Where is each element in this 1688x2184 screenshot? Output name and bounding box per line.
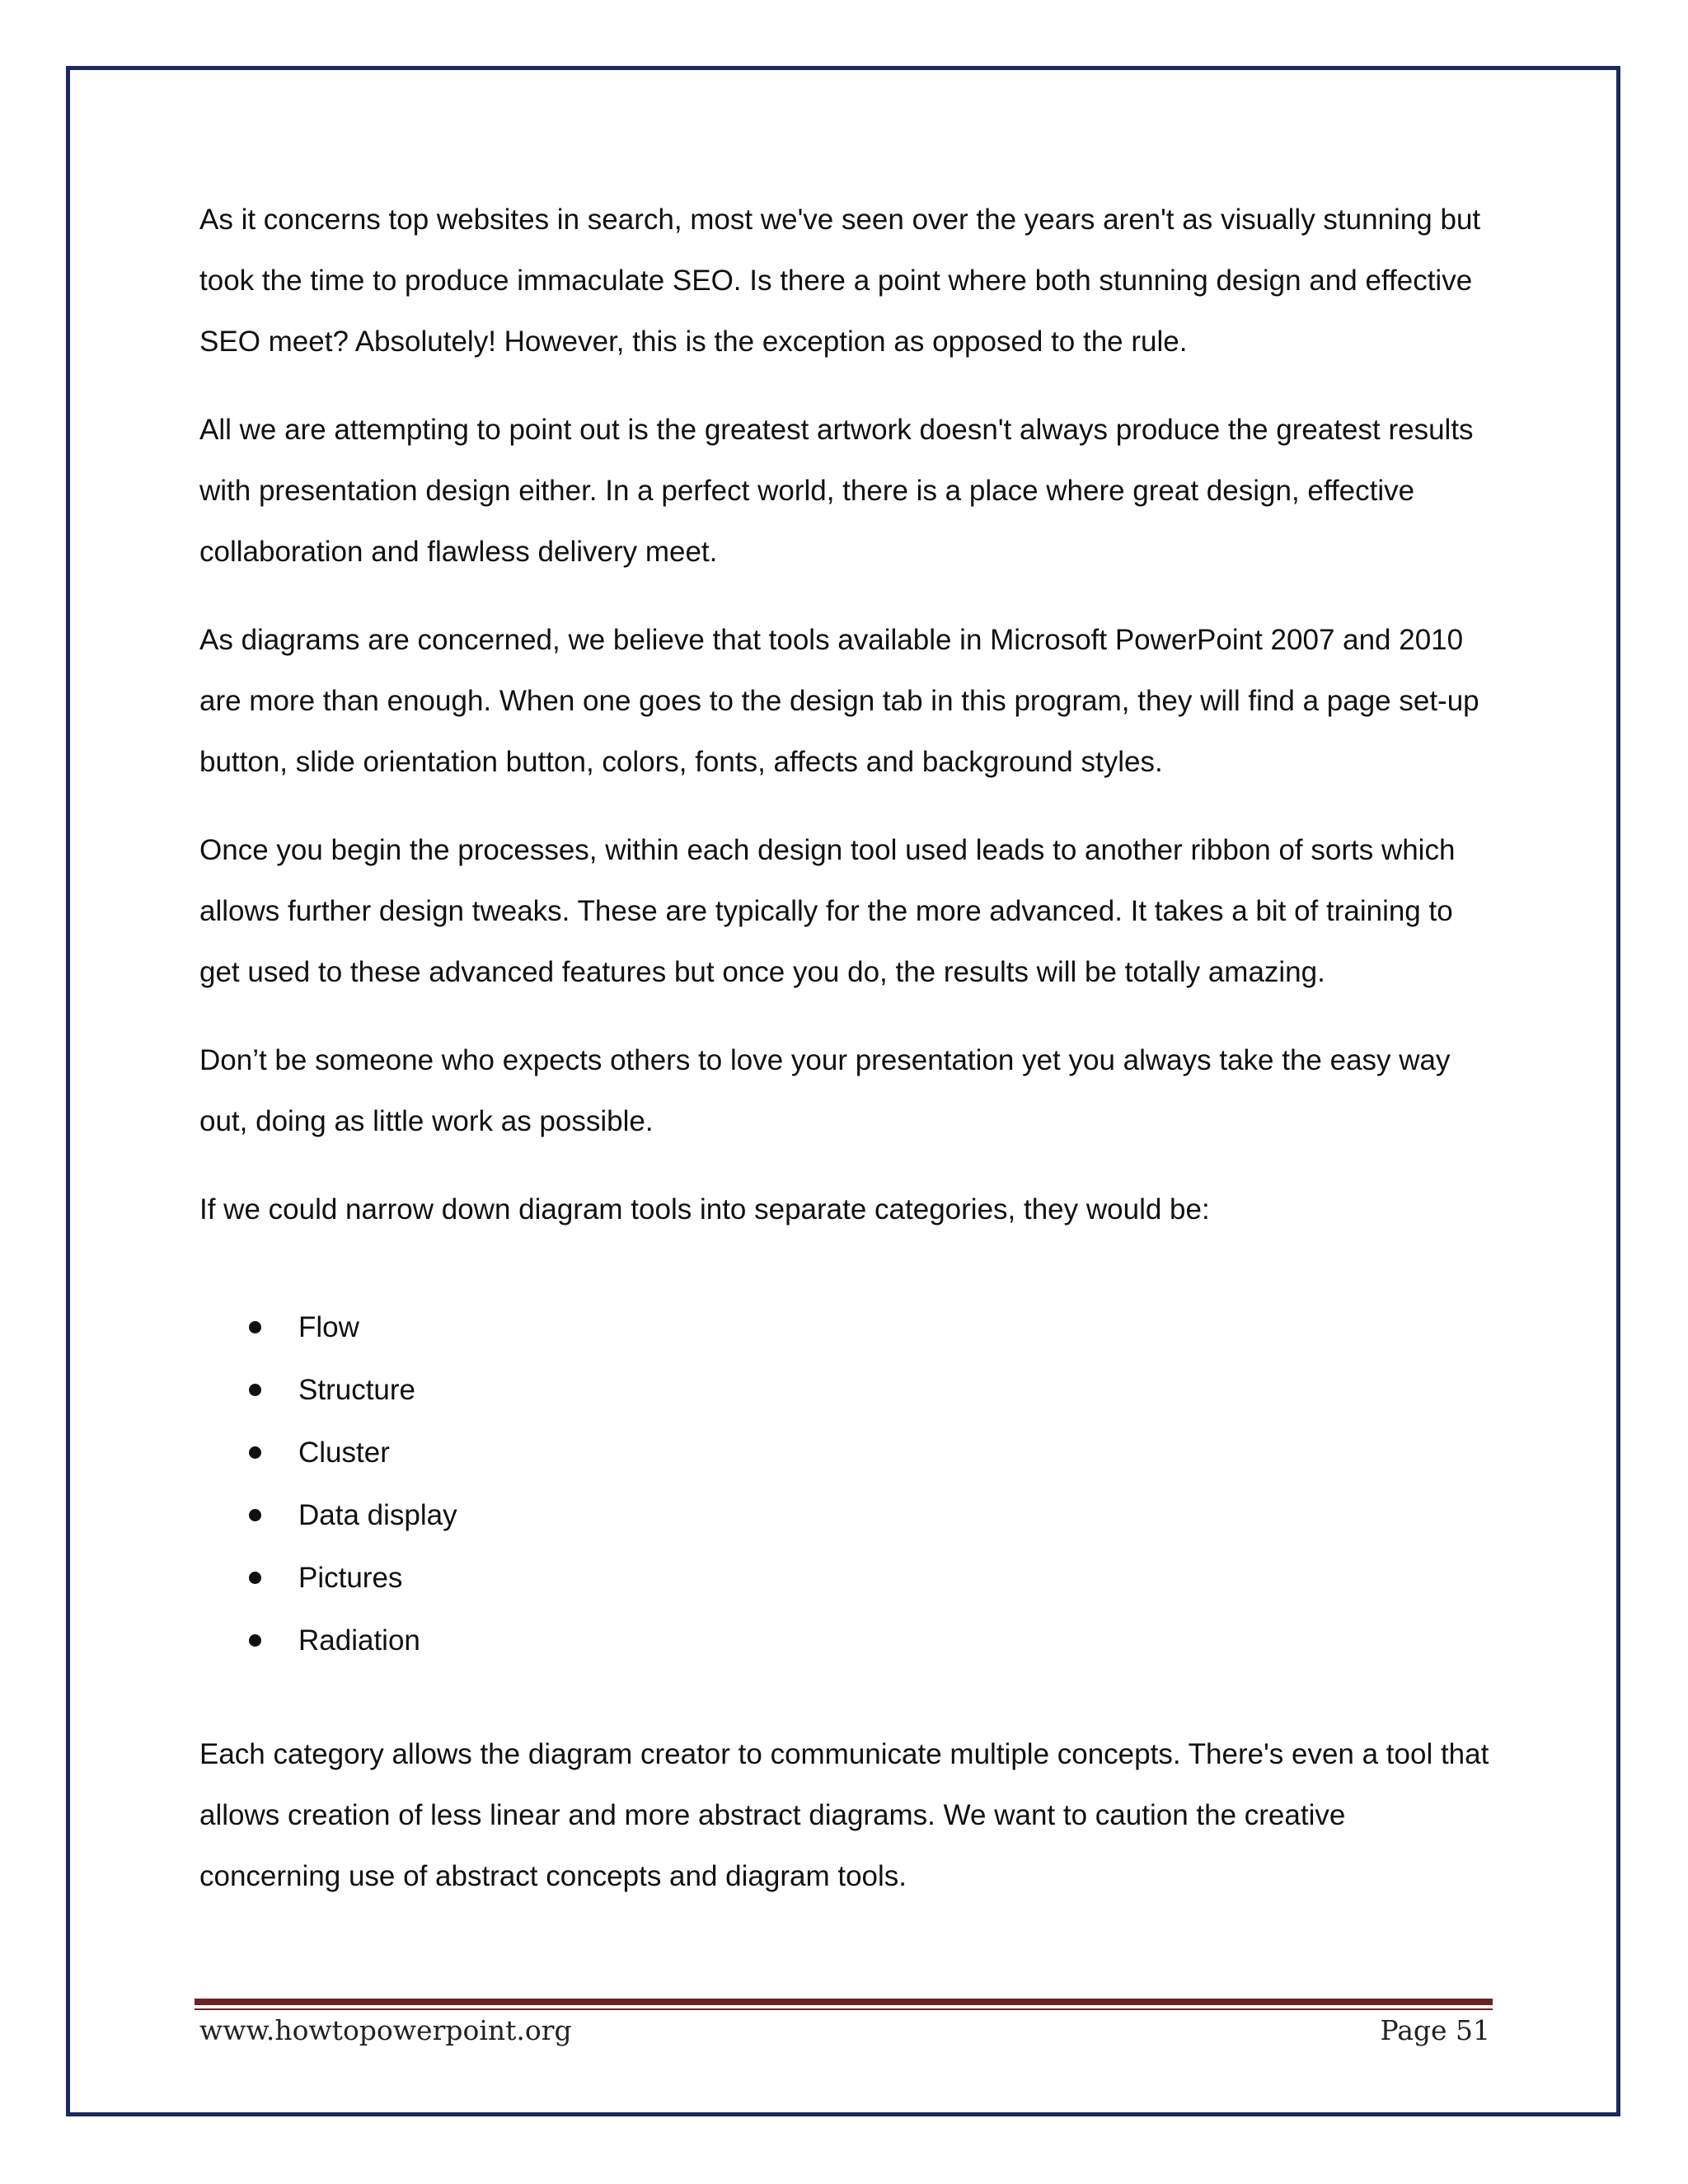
list-item-label: Pictures [298,1562,403,1594]
paragraph: As it concerns top websites in search, most we've seen over the years aren't as visually stunning but took the time to produce immaculate SEO. Is there a point where both stunning design and effective SEO meet? Absolutely! However, this is the exception as opposed to the rule. [199,204,1481,358]
document-body [199,190,1493,1934]
footer-divider [195,1999,1493,2005]
list-item [199,1484,1493,1547]
list-item-label: Structure [298,1374,415,1406]
paragraph: Once you begin the processes, within each design tool used leads to another ribbon of sorts which allows further design tweaks. These are typically for the more advanced. It takes a bit of training to get used to these advanced features but once you do, the results will be totally amazing. [199,834,1456,988]
footer-divider-thin [195,2008,1493,2010]
paragraph: If we could narrow down diagram tools into separate categories, they would be: [199,1193,1210,1226]
list-item [199,1547,1493,1610]
list-item [199,1610,1493,1672]
bullet-icon [249,1446,261,1459]
list-item-label: Data display [298,1499,457,1531]
list-item [199,1296,1493,1359]
bullet-icon [249,1509,261,1521]
paragraph: All we are attempting to point out is the greatest artwork doesn't always produce the greatest results with presentation design either. In a perfect world, there is a place where great design, effective collaboration and flawless delivery meet. [199,414,1474,568]
list-item-label: Flow [298,1311,359,1343]
bullet-icon [249,1384,261,1396]
bullet-icon [249,1634,261,1647]
list-item-label: Cluster [298,1436,390,1469]
footer-website: www.howtopowerpoint.org [199,2014,572,2046]
list-item [199,1422,1493,1484]
paragraph: Don’t be someone who expects others to love your presentation yet you always take the easy way out, doing as little work as possible. [199,1044,1451,1137]
bullet-icon [249,1572,261,1584]
list-item [199,1359,1493,1422]
list-item-label: Radiation [298,1624,420,1657]
category-list [199,1296,1493,1672]
page-number: Page 51 [1380,2014,1490,2046]
bullet-icon [249,1321,261,1333]
paragraph: As diagrams are concerned, we believe that tools available in Microsoft PowerPoint 2007 and 2010 are more than enough. When one goes to the design tab in this program, they will find a page set-up button, slide orientation button, colors, fonts, affects and background styles. [199,624,1479,778]
closing-paragraph: Each category allows the diagram creator to communicate multiple concepts. There's even a tool that allows creation of less linear and more abstract diagrams. We want to caution the creative concerning use of abstract concepts and diagram tools. [199,1738,1489,1892]
